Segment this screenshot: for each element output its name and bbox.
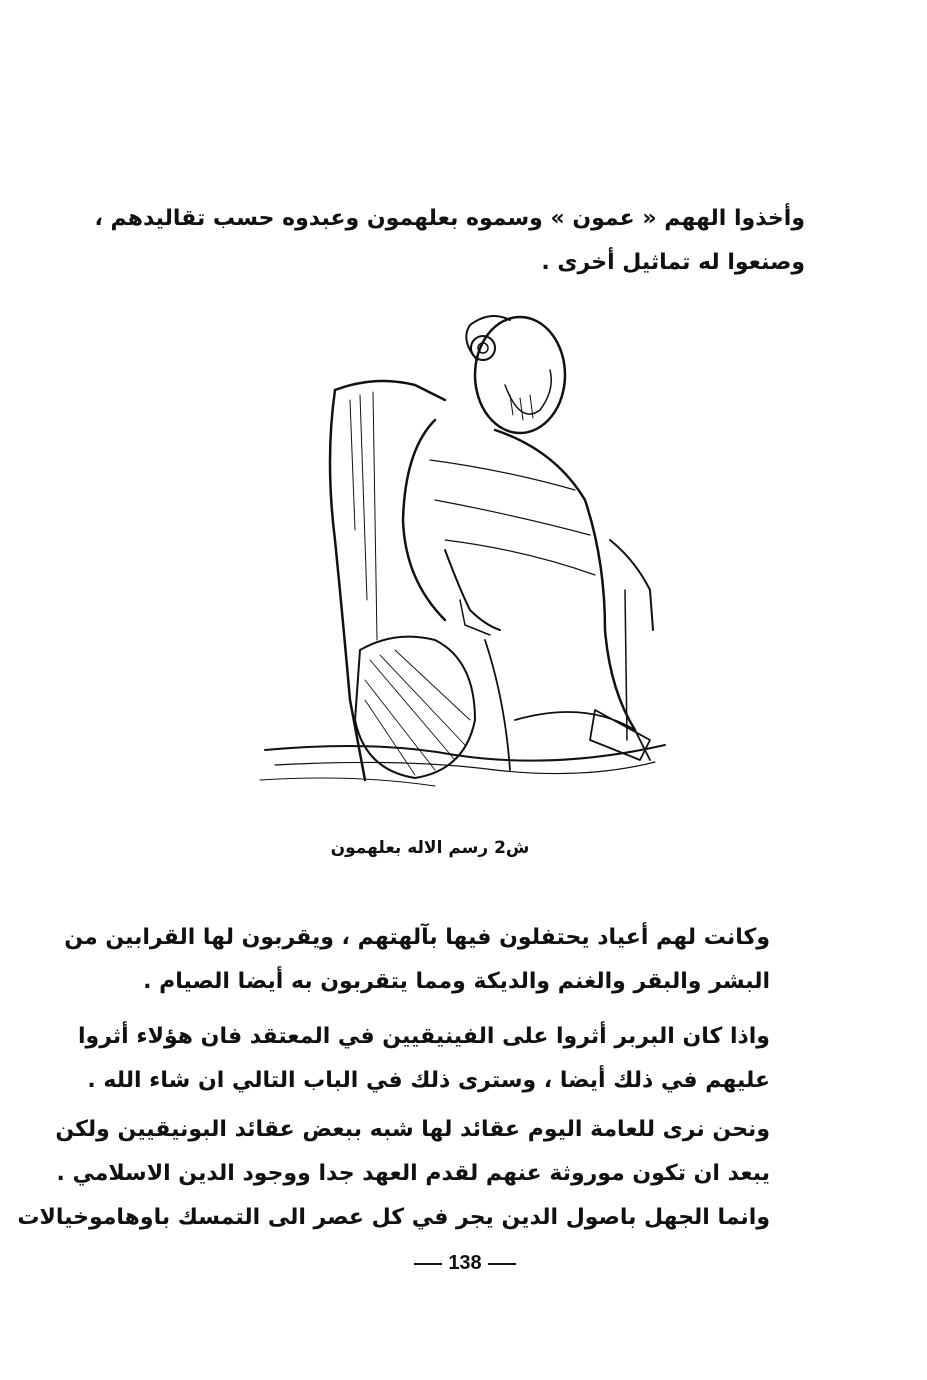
dash-left (414, 1263, 442, 1265)
text-line: يبعد ان تكون موروثة عنهم لقدم العهد جدا ووجود الدين الاسلامي . (56, 1161, 770, 1186)
text-line: واذا كان البربر أثروا على الفينيقيين في المعتقد فان هؤلاء أثروا (77, 1024, 770, 1049)
dash-right (488, 1263, 516, 1265)
body-paragraph (17, 1108, 770, 1240)
text-line: وصنعوا له تماثيل أخرى . (541, 250, 805, 275)
text-line: وانما الجهل باصول الدين يجر في كل عصر الى التمسك باوهاموخيالات (17, 1205, 770, 1230)
body-paragraph (64, 916, 770, 1004)
text-line: وأخذوا الههم « عمون » وسموه بعلهمون وعبدوه حسب تقاليدهم ، (94, 206, 805, 231)
figure-caption: ش2 رسم الاله بعلهمون (330, 838, 530, 858)
text-line: ونحن نرى للعامة اليوم عقائد لها شبه ببعض عقائد البونيقيين ولكن (55, 1117, 770, 1142)
text-line: وكانت لهم أعياد يحتفلون فيها بآلهتهم ، ويقربون لها القرابين من (64, 925, 770, 950)
page-number (380, 1252, 550, 1275)
seated-statue-illustration-icon (255, 300, 675, 815)
intro-paragraph (94, 197, 805, 285)
page-number-value: 138 (448, 1252, 482, 1274)
statue-figure (255, 300, 675, 815)
body-paragraph (77, 1015, 770, 1103)
text-line: البشر والبقر والغنم والديكة ومما يتقربون به أيضا الصيام . (143, 969, 770, 994)
text-line: عليهم في ذلك أيضا ، وسترى ذلك في الباب التالي ان شاء الله . (87, 1068, 770, 1093)
